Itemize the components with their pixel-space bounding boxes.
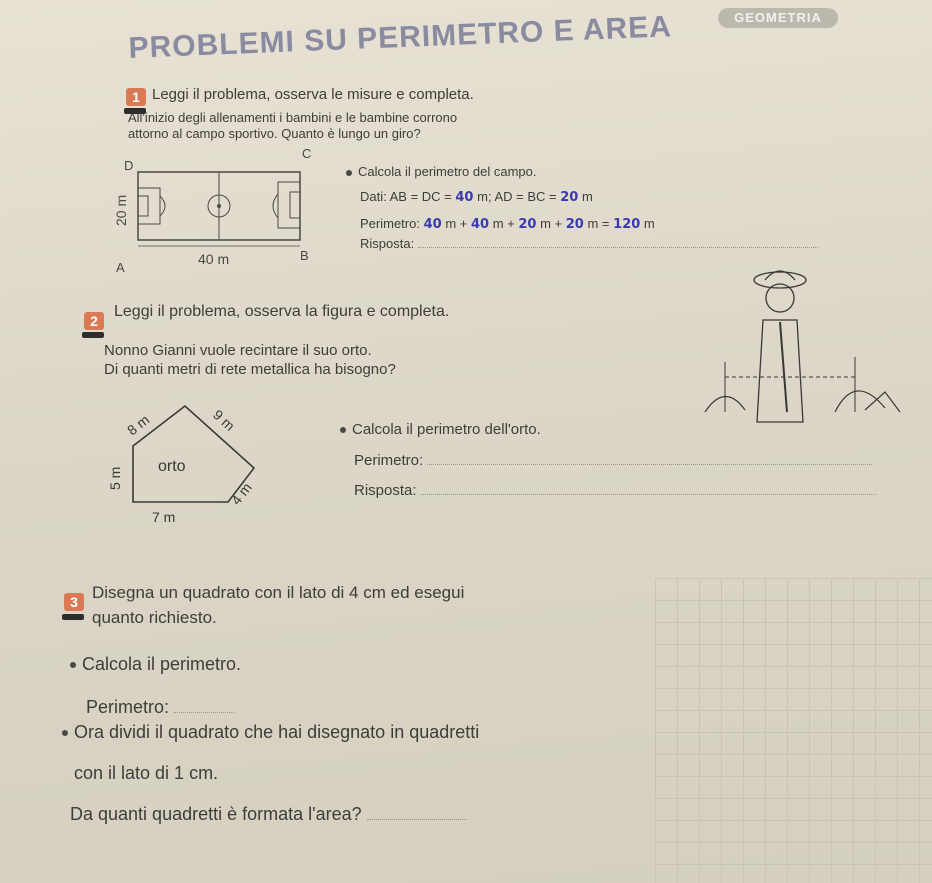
grid-paper [655,578,932,883]
exercise-3-question: Da quanti quadretti è formata l'area? [70,804,467,825]
exercise-3-line2: quanto richiesto. [92,608,217,627]
exercise-3-number: 3 [64,593,84,611]
perimeter-result: 120 [613,217,641,232]
difficulty-icon [82,332,104,338]
side-8m-label: 8 m [123,411,153,439]
exercise-3-bullet2-cont: con il lato di 1 cm. [74,763,219,783]
exercise-1-instruction: Leggi il problema, osserva le misure e completa. [152,86,474,103]
field-base-label: 40 m [198,251,230,267]
vertex-b-label: B [300,248,309,263]
dati-ad-answer: 20 [560,190,579,205]
exercise-2-number: 2 [84,312,104,330]
exercise-3-line1: Disegna un quadrato con il lato di 4 cm ed esegui [92,583,465,602]
risposta-line [418,247,818,248]
page-title: PROBLEMI SU PERIMETRO E AREA [128,10,673,65]
side-5m-label: 5 m [107,466,123,490]
exercise-2-text-line1: Nonno Gianni vuole recintare il suo orto. [104,342,372,359]
exercise-1-text-line2: attorno al campo sportivo. Quanto è lungo un giro? [128,126,421,141]
orto-figure [90,388,280,528]
vertex-a-label: A [116,260,125,275]
difficulty-icon [62,614,84,620]
exercise-2-instruction: Leggi il problema, osserva la figura e completa. [114,303,450,320]
section-tag: GEOMETRIA [718,8,838,28]
exercise-3-bullet2: Ora dividi il quadrato che hai disegnato in quadretti [62,722,479,743]
dati-ab-answer: 40 [455,190,474,205]
exercise-1-dati: Dati: AB = DC = 40 m; AD = BC = 20 m [360,189,593,205]
vertex-d-label: D [124,158,134,173]
side-4m-label: 4 m [227,479,255,508]
sports-field-figure [100,140,330,280]
exercise-2-perimeter: Perimetro: [354,452,872,469]
vertex-c-label: C [302,146,312,161]
exercise-1-risposta: Risposta: [360,236,818,251]
exercise-2-calc: Calcola il perimetro dell'orto. [340,421,541,438]
exercise-1-perimeter: Perimetro: 40 m + 40 m + 20 m + 20 m = 120 m [360,216,655,232]
exercise-1-text-line1: All'inizio degli allenamenti i bambini e le bambine corrono [128,110,458,125]
exercise-2-risposta: Risposta: [354,482,876,499]
orto-label: orto [158,458,186,475]
side-9m-label: 9 m [209,406,239,434]
grandpa-illustration [695,262,910,434]
exercise-1-number: 1 [126,88,146,106]
exercise-2-text-line2: Di quanti metri di rete metallica ha bisogno? [104,361,396,378]
exercise-3-perimeter: Perimetro: [86,697,234,718]
side-7m-label: 7 m [152,509,176,525]
field-side-label: 20 m [113,194,129,226]
exercise-1-calc: Calcola il perimetro del campo. [346,164,536,179]
exercise-3-bullet1: Calcola il perimetro. [70,654,241,675]
